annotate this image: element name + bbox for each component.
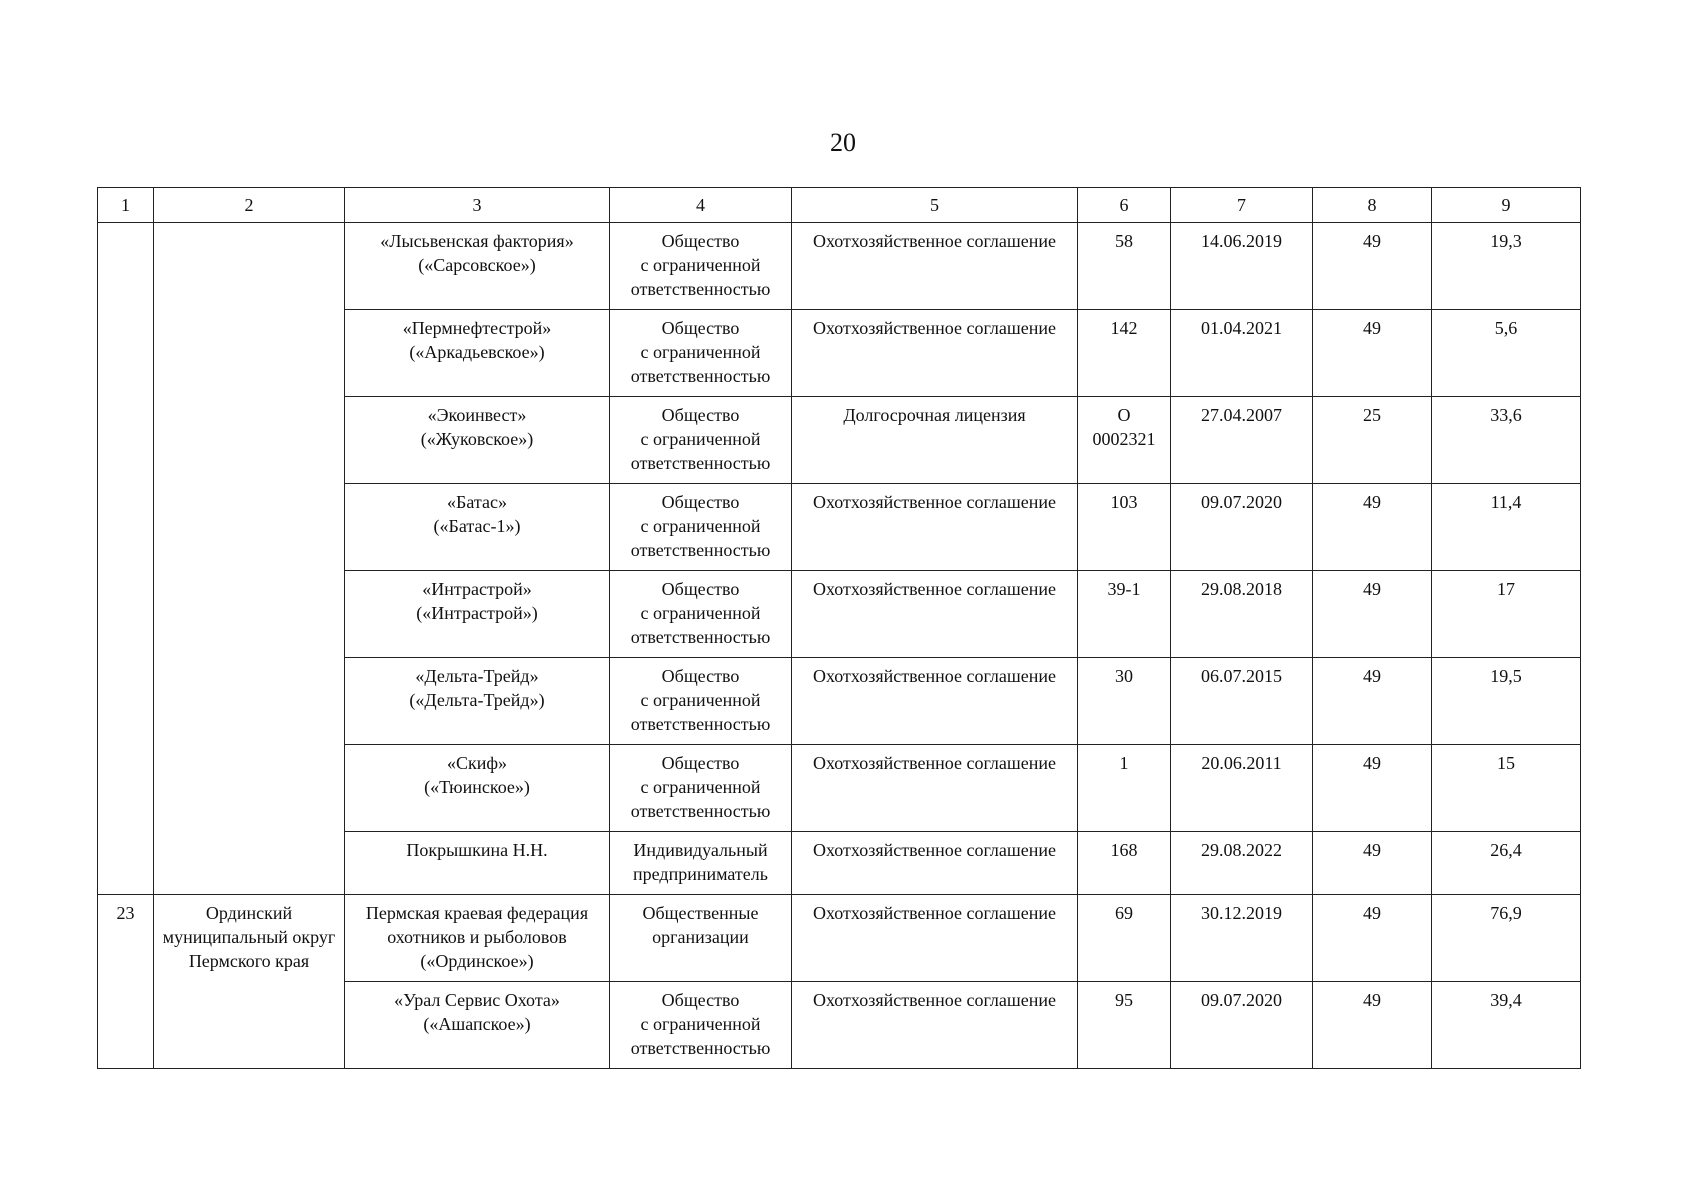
owner-cell: «Экоинвест» («Жуковское») <box>345 397 610 484</box>
header-cell: 3 <box>345 188 610 223</box>
territory-cell <box>154 223 345 895</box>
date-cell: 29.08.2022 <box>1171 832 1313 895</box>
date-cell: 27.04.2007 <box>1171 397 1313 484</box>
legal-form-cell: Общество с ограниченной ответственностью <box>610 484 792 571</box>
legal-form-cell: Общество с ограниченной ответственностью <box>610 223 792 310</box>
document-type-cell: Охотхозяйственное соглашение <box>792 832 1078 895</box>
document-number-cell: 69 <box>1078 895 1171 982</box>
term-cell: 49 <box>1313 484 1432 571</box>
date-cell: 09.07.2020 <box>1171 982 1313 1069</box>
owner-cell: «Скиф» («Тюинское») <box>345 745 610 832</box>
page-number: 20 <box>830 128 856 157</box>
document-number-cell: 30 <box>1078 658 1171 745</box>
area-cell: 17 <box>1432 571 1581 658</box>
document-type-cell: Охотхозяйственное соглашение <box>792 223 1078 310</box>
date-cell: 29.08.2018 <box>1171 571 1313 658</box>
territory-cell: Ординский муниципальный округ Пермского края <box>154 895 345 1069</box>
owner-cell: «Интрастрой» («Интрастрой») <box>345 571 610 658</box>
legal-form-cell: Индивидуальный предприниматель <box>610 832 792 895</box>
area-cell: 39,4 <box>1432 982 1581 1069</box>
document-type-cell: Охотхозяйственное соглашение <box>792 895 1078 982</box>
area-cell: 11,4 <box>1432 484 1581 571</box>
header-cell: 6 <box>1078 188 1171 223</box>
header-cell: 4 <box>610 188 792 223</box>
document-number-cell: 1 <box>1078 745 1171 832</box>
term-cell: 49 <box>1313 895 1432 982</box>
header-cell: 1 <box>98 188 154 223</box>
legal-form-cell: Общество с ограниченной ответственностью <box>610 310 792 397</box>
table-row <box>98 223 1581 310</box>
date-cell: 20.06.2011 <box>1171 745 1313 832</box>
date-cell: 09.07.2020 <box>1171 484 1313 571</box>
term-cell: 49 <box>1313 982 1432 1069</box>
owner-cell: Покрышкина Н.Н. <box>345 832 610 895</box>
document-type-cell: Охотхозяйственное соглашение <box>792 658 1078 745</box>
term-cell: 49 <box>1313 571 1432 658</box>
header-cell: 8 <box>1313 188 1432 223</box>
hunting-grounds-table <box>97 187 1581 1069</box>
owner-cell: «Урал Сервис Охота» («Ашапское») <box>345 982 610 1069</box>
area-cell: 19,3 <box>1432 223 1581 310</box>
legal-form-cell: Общество с ограниченной ответственностью <box>610 982 792 1069</box>
legal-form-cell: Общественные организации <box>610 895 792 982</box>
term-cell: 49 <box>1313 832 1432 895</box>
group-number-cell <box>98 223 154 895</box>
date-cell: 14.06.2019 <box>1171 223 1313 310</box>
document-type-cell: Охотхозяйственное соглашение <box>792 571 1078 658</box>
date-cell: 06.07.2015 <box>1171 658 1313 745</box>
header-cell: 7 <box>1171 188 1313 223</box>
owner-cell: «Дельта-Трейд» («Дельта-Трейд») <box>345 658 610 745</box>
term-cell: 49 <box>1313 310 1432 397</box>
document-number-cell: 168 <box>1078 832 1171 895</box>
owner-cell: «Лысьвенская фактория» («Сарсовское») <box>345 223 610 310</box>
header-cell: 2 <box>154 188 345 223</box>
area-cell: 76,9 <box>1432 895 1581 982</box>
area-cell: 5,6 <box>1432 310 1581 397</box>
group-number-cell: 23 <box>98 895 154 1069</box>
document-type-cell: Охотхозяйственное соглашение <box>792 982 1078 1069</box>
legal-form-cell: Общество с ограниченной ответственностью <box>610 571 792 658</box>
document-number-cell: 58 <box>1078 223 1171 310</box>
owner-cell: «Батас» («Батас-1») <box>345 484 610 571</box>
document-number-cell: 39-1 <box>1078 571 1171 658</box>
legal-form-cell: Общество с ограниченной ответственностью <box>610 745 792 832</box>
document-number-cell: О 0002321 <box>1078 397 1171 484</box>
document-number-cell: 103 <box>1078 484 1171 571</box>
document-type-cell: Охотхозяйственное соглашение <box>792 484 1078 571</box>
date-cell: 30.12.2019 <box>1171 895 1313 982</box>
area-cell: 26,4 <box>1432 832 1581 895</box>
area-cell: 19,5 <box>1432 658 1581 745</box>
header-cell: 5 <box>792 188 1078 223</box>
owner-cell: «Пермнефтестрой» («Аркадьевское») <box>345 310 610 397</box>
document-type-cell: Охотхозяйственное соглашение <box>792 310 1078 397</box>
legal-form-cell: Общество с ограниченной ответственностью <box>610 658 792 745</box>
table-row <box>98 895 1581 982</box>
term-cell: 25 <box>1313 397 1432 484</box>
term-cell: 49 <box>1313 223 1432 310</box>
header-cell: 9 <box>1432 188 1581 223</box>
owner-cell: Пермская краевая федерация охотников и рыболовов («Ординское») <box>345 895 610 982</box>
document-type-cell: Долгосрочная лицензия <box>792 397 1078 484</box>
document-type-cell: Охотхозяйственное соглашение <box>792 745 1078 832</box>
legal-form-cell: Общество с ограниченной ответственностью <box>610 397 792 484</box>
date-cell: 01.04.2021 <box>1171 310 1313 397</box>
term-cell: 49 <box>1313 745 1432 832</box>
term-cell: 49 <box>1313 658 1432 745</box>
header-row <box>98 188 1581 223</box>
area-cell: 15 <box>1432 745 1581 832</box>
document-number-cell: 95 <box>1078 982 1171 1069</box>
document-number-cell: 142 <box>1078 310 1171 397</box>
area-cell: 33,6 <box>1432 397 1581 484</box>
